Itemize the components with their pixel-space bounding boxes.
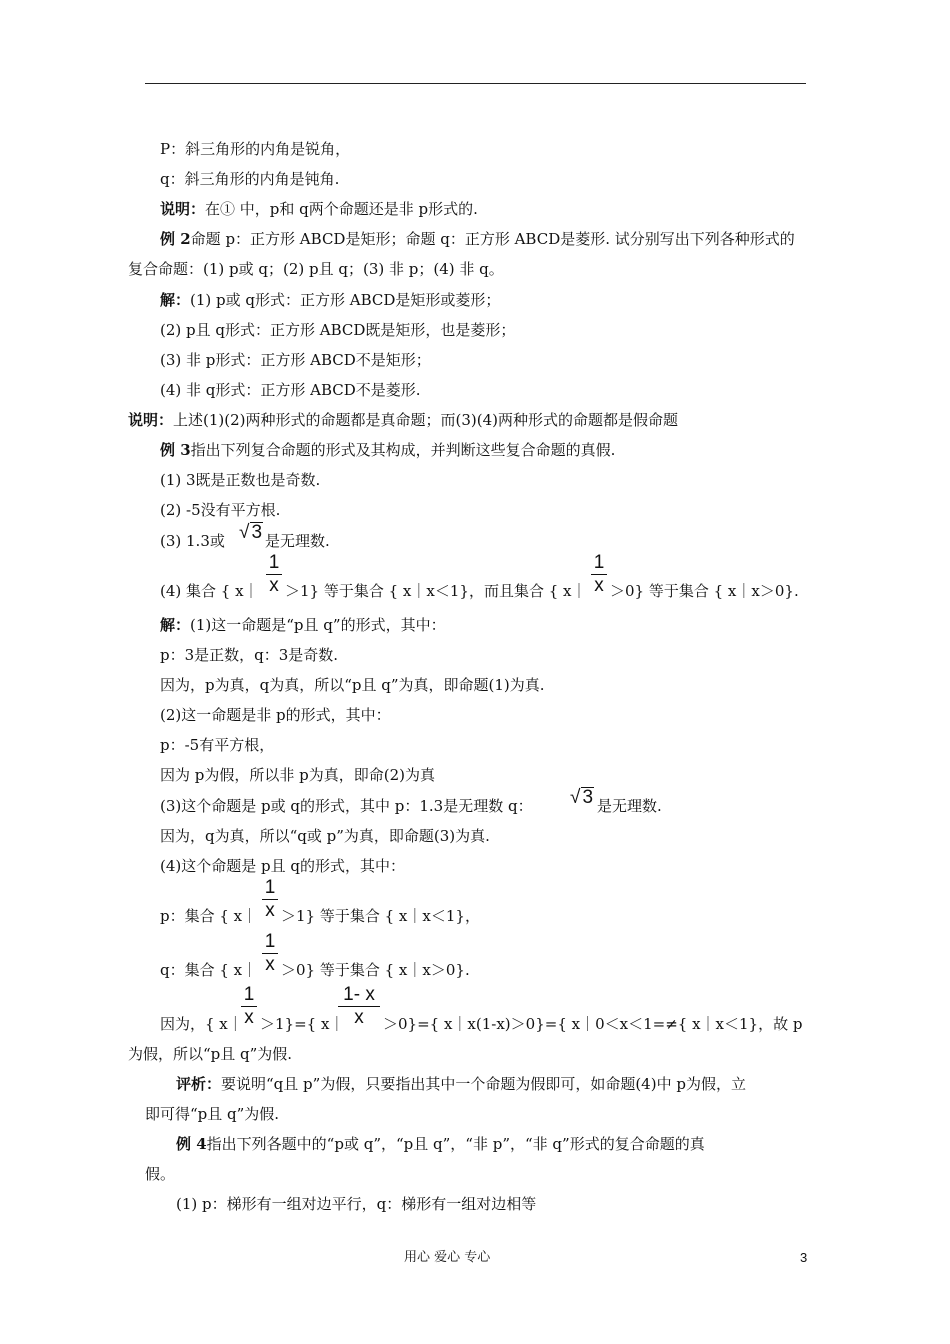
text-line: (4) 非 q形式：正方形 ABCD不是菱形.	[160, 381, 421, 399]
text-line: q：集合 { x｜	[160, 961, 258, 979]
text-line	[160, 290, 500, 310]
text-line: (2)这一命题是非 p的形式，其中：	[160, 706, 391, 724]
text-line: 因为，q为真，所以“q或 p”为真，即命题(3)为真.	[160, 827, 490, 845]
label-example-2: 例 2	[160, 230, 191, 248]
text-line: (1) 3既是正数也是奇数.	[160, 471, 321, 489]
fraction-denominator: x	[265, 900, 275, 921]
fraction-numerator: 1- x	[343, 984, 375, 1005]
text-line: (4) 集合 { x｜	[160, 582, 259, 600]
fraction-1-over-x	[241, 985, 257, 1028]
text-line: ＞0} 等于集合 { x｜x＞0}.	[281, 961, 470, 979]
fraction-denominator: x	[269, 575, 279, 596]
text-line: q：斜三角形的内角是钝角.	[160, 170, 340, 188]
text-span: 在① 中，p和 q两个命题还是非 p形式的.	[205, 200, 478, 218]
fraction-numerator: 1	[264, 931, 276, 952]
text-line: p：-5有平方根，	[160, 736, 275, 754]
text-line: 即可得“p且 q”为假.	[145, 1105, 280, 1123]
label-solution: 解：	[160, 291, 191, 309]
text-line: (1) p：梯形有一组对边平行，q：梯形有一组对边相等	[176, 1195, 537, 1213]
header-rule	[145, 83, 806, 84]
fraction-denominator: x	[354, 1007, 364, 1028]
label-example-4: 例 4	[176, 1135, 207, 1153]
text-line: ＞0}={ x｜x(1-x)＞0}={ x｜0＜x＜1=≠{ x｜x＜1}，故 p	[383, 1015, 803, 1033]
fraction-numerator: 1	[264, 877, 276, 898]
sqrt-symbol: √ 3	[239, 522, 263, 543]
text-line	[160, 199, 478, 219]
radicand: 3	[251, 522, 263, 543]
fraction-1-over-x	[262, 932, 278, 975]
text-line: ＞1} 等于集合 { x｜x＜1}，	[281, 907, 480, 925]
fraction-numerator: 1	[243, 984, 255, 1005]
text-span: (1)这一命题是“p且 q”的形式，其中：	[190, 616, 446, 634]
fraction-numerator: 1	[268, 552, 280, 573]
fraction-denominator: x	[244, 1007, 254, 1028]
text-line: (4)这个命题是 p且 q的形式，其中：	[160, 857, 405, 875]
page-number: 3	[800, 1250, 808, 1265]
sqrt-3	[239, 522, 263, 543]
fraction-1-minus-x-over-x	[338, 985, 380, 1028]
fraction-1-over-x	[262, 878, 278, 921]
text-span: 上述(1)(2)两种形式的命题都是真命题；而(3)(4)两种形式的命题都是假命题	[173, 411, 679, 429]
text-line: p：3是正数，q：3是奇数.	[160, 646, 339, 664]
text-line: 假。	[145, 1165, 176, 1183]
text-span: 命题 p：正方形 ABCD是矩形；命题 q：正方形 ABCD是菱形. 试分别写出下列各种形式的	[190, 230, 795, 248]
text-line: (2) -5没有平方根.	[160, 501, 281, 519]
text-line: p：集合 { x｜	[160, 907, 258, 925]
fraction-denominator: x	[265, 954, 275, 975]
label-example-3: 例 3	[160, 441, 191, 459]
text-line: P：斜三角形的内角是锐角，	[160, 140, 351, 158]
text-line: 为假，所以“p且 q”为假.	[128, 1045, 293, 1063]
text-line	[128, 410, 678, 430]
label-comment: 评析：	[176, 1075, 222, 1093]
fraction-denominator: x	[594, 575, 604, 596]
text-line: 因为 p为假，所以非 p为真，即命(2)为真	[160, 766, 435, 784]
text-line	[176, 1134, 705, 1154]
text-span: 指出下列各题中的“p或 q”，“p且 q”，“非 p”，“非 q”形式的复合命题的真	[206, 1135, 705, 1153]
fraction-numerator: 1	[593, 552, 605, 573]
page-footer: 用心 爱心 专心	[404, 1250, 491, 1265]
text-line: ＞0} 等于集合 { x｜x＞0}.	[610, 582, 799, 600]
text-line	[160, 615, 446, 635]
text-span: (1) p或 q形式：正方形 ABCD是矩形或菱形；	[190, 291, 501, 309]
sqrt-symbol: √ 3	[570, 787, 594, 808]
text-line: (2) p且 q形式：正方形 ABCD既是矩形，也是菱形；	[160, 321, 516, 339]
text-span: 指出下列复合命题的形式及其构成，并判断这些复合命题的真假.	[190, 441, 616, 459]
text-line: 是无理数.	[265, 532, 330, 550]
label-solution: 解：	[160, 616, 191, 634]
fraction-1-over-x	[591, 553, 607, 596]
text-line	[160, 229, 795, 249]
text-line: (3)这个命题是 p或 q的形式，其中 p：1.3是无理数 q：	[160, 797, 533, 815]
text-line: 因为，p为真，q为真，所以“p且 q”为真，即命题(1)为真.	[160, 676, 545, 694]
text-line: (3) 非 p形式：正方形 ABCD不是矩形；	[160, 351, 431, 369]
text-line	[176, 1074, 746, 1094]
label-shuoming: 说明：	[160, 200, 206, 218]
text-line: ＞1}={ x｜	[260, 1015, 345, 1033]
text-line: 是无理数.	[597, 797, 662, 815]
radicand: 3	[582, 787, 594, 808]
text-span: 要说明“q且 p”为假，只要指出其中一个命题为假即可，如命题(4)中 p为假，立	[221, 1075, 746, 1093]
text-line: 因为，{ x｜	[160, 1015, 243, 1033]
fraction-1-over-x	[266, 553, 282, 596]
text-line: ＞1} 等于集合 { x｜x＜1}，而且集合 { x｜	[285, 582, 587, 600]
text-line: 复合命题：(1) p或 q；(2) p且 q；(3) 非 p；(4) 非 q。	[128, 260, 504, 278]
text-line: (3) 1.3或	[160, 532, 225, 550]
sqrt-3	[570, 787, 594, 808]
text-line	[160, 440, 615, 460]
label-shuoming: 说明：	[128, 411, 174, 429]
